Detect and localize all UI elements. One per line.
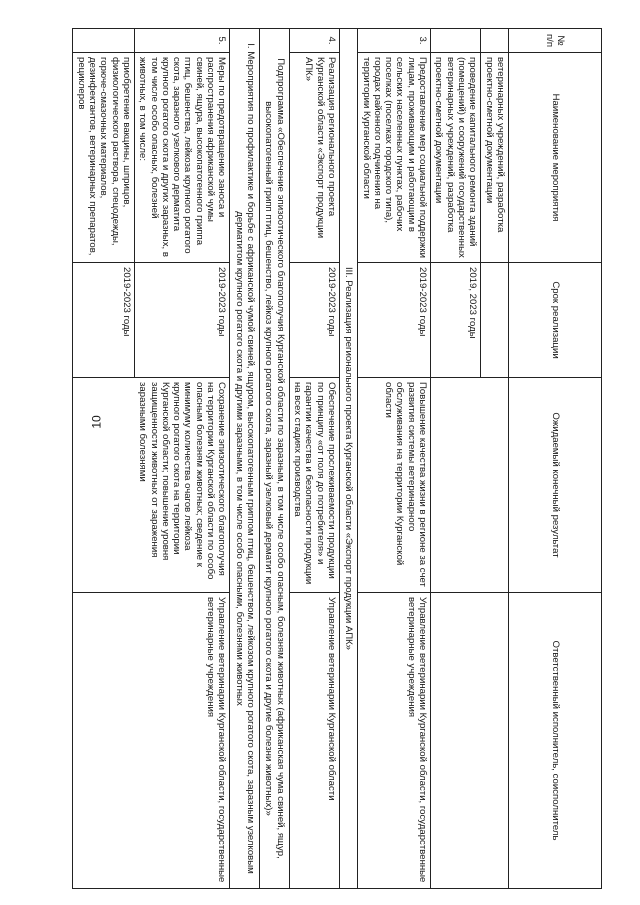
row-term: 2019-2023 годы: [73, 263, 135, 378]
row-name: Реализация регионального проекта Курганской области «Экспорт продукции АПК»: [289, 53, 339, 263]
row-num: 5.: [134, 29, 230, 53]
row-name: приобретение вакцины, шприцов, физиологического раствора, спецодежды, горюче-смазочных материалов, дезинфектантов, ветеринарных препаратов, рециклеров: [73, 53, 135, 263]
row-name: проведение капитального ремонта зданий (помещений) и сооружений государственных ветеринарных учреждений, разработка проектно-сметной документации: [431, 53, 481, 263]
row-result: Сохранение эпизоотического благополучия на территории Курганской области по особо опасным болезням животных; сведение к минимуму количества очагов лейкоза крупного рогатого скота на территории Курганской области; повышение уровня защищенности животных от заражения заразными болезнями: [73, 378, 230, 593]
section-row: [230, 29, 260, 889]
row-term: [481, 263, 509, 378]
row-num: 4.: [289, 29, 339, 53]
section-title-3: III. Реализация регионального проекта Курганской области «Экспорт продукции АПК»: [339, 29, 357, 889]
row-result: Обеспечение прослеживаемости продукции по принципу «от поля до потребителя» и гарантии качества и безопасности продукции на всех стадиях производства: [289, 378, 339, 593]
header-executor: Ответственный исполнитель, соисполнитель: [509, 593, 602, 889]
header-result: Ожидаемый конечный результат: [509, 378, 602, 593]
header-term: Срок реализации: [509, 263, 602, 378]
table-row: [134, 29, 230, 889]
row-num: [431, 29, 481, 53]
table-row: [358, 29, 431, 889]
subprogram-title: Подпрограмма «Обеспечение эпизоотического благополучия Курганской области по заразным, в том числе особо опасным, болезням животных (африканская чума свиней, ящур, высокопатогенный грипп птиц, бешенство, лейкоз крупного рогатого скота, заразный узелковый дерматит крупного рогатого скота и другие болезни животных)»: [260, 29, 290, 889]
page-number: 10: [89, 415, 104, 429]
row-result: Повышение качества жизни в регионе за счет развития системы ветеринарного обслуживания на территории Курганской области: [358, 378, 431, 593]
row-name: Предоставление мер социальной поддержки лицам, проживающим и работающим в сельских населенных пунктах, рабочих поселках (поселках городского типа), городах районного подчинения на территории Курганской области: [358, 53, 431, 263]
section-row: [339, 29, 357, 889]
row-term: 2019-2023 годы: [134, 263, 230, 378]
row-executor: Управление ветеринарии Курганской области, государственные ветеринарные учреждения: [358, 593, 431, 889]
row-num: [481, 29, 509, 53]
table-row: [289, 29, 339, 889]
header-num: № п/п: [509, 29, 602, 53]
table-header-row: [509, 29, 602, 889]
row-name: ветеринарных учреждений, разработка проектно-сметной документации: [481, 53, 509, 263]
row-term: 2019-2023 годы: [358, 263, 431, 378]
row-executor: Управление ветеринарии Курганской области, государственные ветеринарные учреждения: [73, 593, 230, 889]
row-result: [431, 378, 509, 593]
header-name: Наименование мероприятия: [509, 53, 602, 263]
section-row: [260, 29, 290, 889]
row-executor: [431, 593, 509, 889]
row-name: Меры по предотвращению заноса и распространения африканской чумы свиней, ящура, высокопатогенного гриппа птиц, бешенства, лейкоза крупного рогатого скота, заразного узелкового дерматита крупного рогатого скота и других заразных, в том числе особо опасных, болезней животных, в том числе:: [134, 53, 230, 263]
row-num: 3.: [358, 29, 431, 53]
table-row: [481, 29, 509, 889]
rotated-table-container: [75, 28, 602, 888]
measures-table: [72, 28, 602, 889]
row-term: 2019, 2023 годы: [431, 263, 481, 378]
section-title-1: I. Мероприятия по профилактике и борьбе с африканской чумой свиней, ящуром, высокопатогенным гриппом птиц, бешенством, лейкозом крупного рогатого скота, заразным узелковым дерматитом крупного рогатого скота и другими заразными, в том числе особо опасными, болезнями животных: [230, 29, 260, 889]
row-num: [73, 29, 135, 53]
row-term: 2019-2023 годы: [289, 263, 339, 378]
row-executor: Управление ветеринарии Курганской области: [289, 593, 339, 889]
